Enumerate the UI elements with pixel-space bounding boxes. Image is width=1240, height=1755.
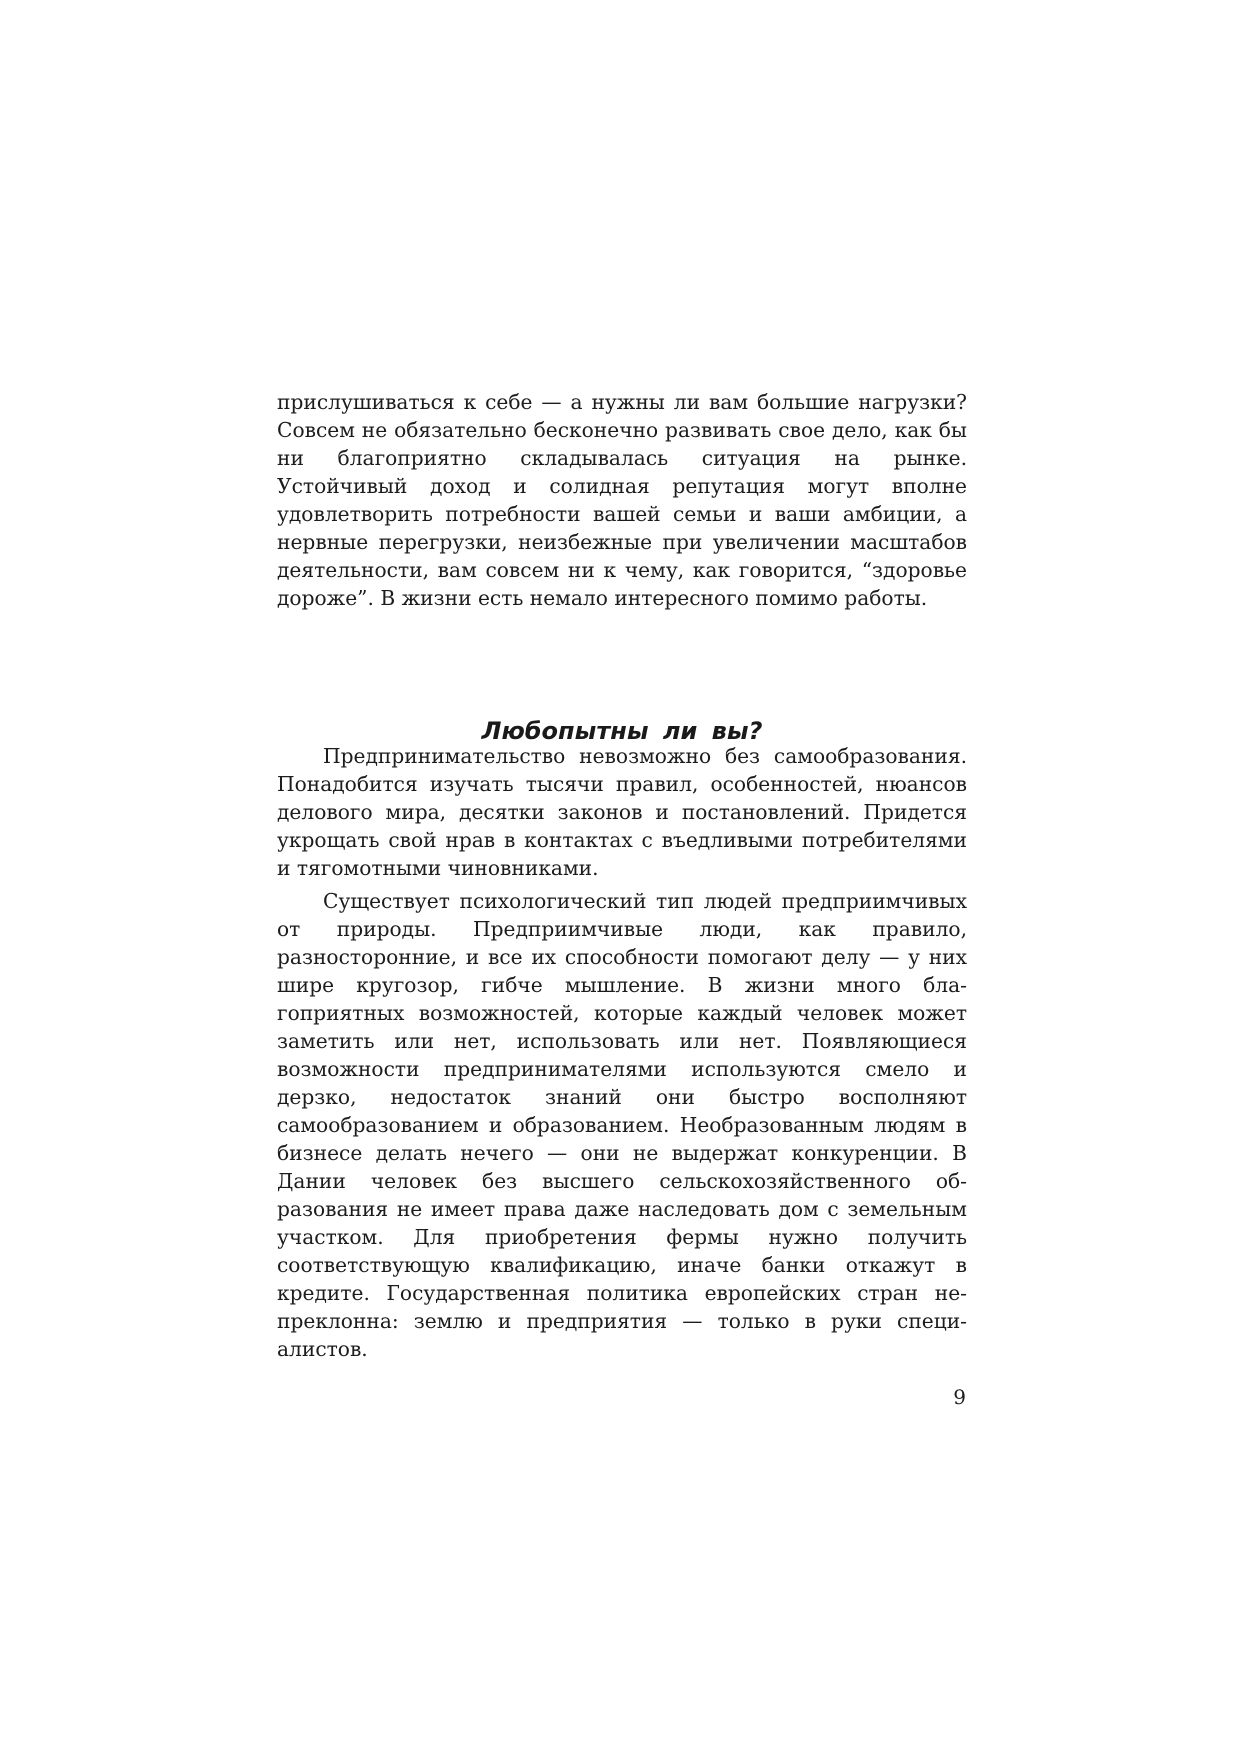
section-heading: Любопытны ли вы?: [481, 716, 763, 745]
page-number: 9: [953, 1385, 966, 1409]
section-paragraph-2: Существует психологический тип людей предприимчивых от природы. Предприимчивые люди, как правило, разносторонние, и все их способности помогают делу — у них шире кругозор, гибче мышление. В жизни много благоприятных возможностей, которые каждый человек может заметить или нет, использовать или нет. Появляющиеся возможности предпринимателями используются смело и дерзко, недостаток знаний они быстро восполняют самообразованием и образованием. Необразованным людям в бизнесе делать нечего — они не выдержат конкуренции. В Дании человек без высшего сельскохозяйственного образования не имеет права даже наследовать дом с земельным участком. Для приобретения фермы нужно получить соответствующую квалификацию, иначе банки откажут в кредите. Государственная политика европейских стран непреклонна: землю и предприятия — только в руки специалистов.: [277, 889, 967, 1361]
continued-paragraph: прислушиваться к себе — а нужны ли вам большие нагрузки? Совсем не обязательно бесконечно развивать свое дело, как бы ни благоприятно складывалась ситуация на рынке. Устойчивый доход и солидная репутация могут вполне удовлетворить потребности вашей семьи и ваши амбиции, а нервные перегрузки, неизбежные при увеличении масштабов деятельности, вам совсем ни к чему, как говорится, “здоровье дороже”. В жизни есть немало интересного помимо работы.: [277, 390, 967, 610]
section-body: [277, 742, 967, 1368]
section-paragraph-1: Предпринимательство невозможно без самообразования. Понадобится изучать тысячи правил, особенностей, нюансов делового мира, десятки законов и постановлений. Придется укрощать свой нрав в контактах с въедливыми потребителями и тягомотными чиновниками.: [277, 744, 967, 880]
continued-paragraph-block: [277, 388, 967, 612]
